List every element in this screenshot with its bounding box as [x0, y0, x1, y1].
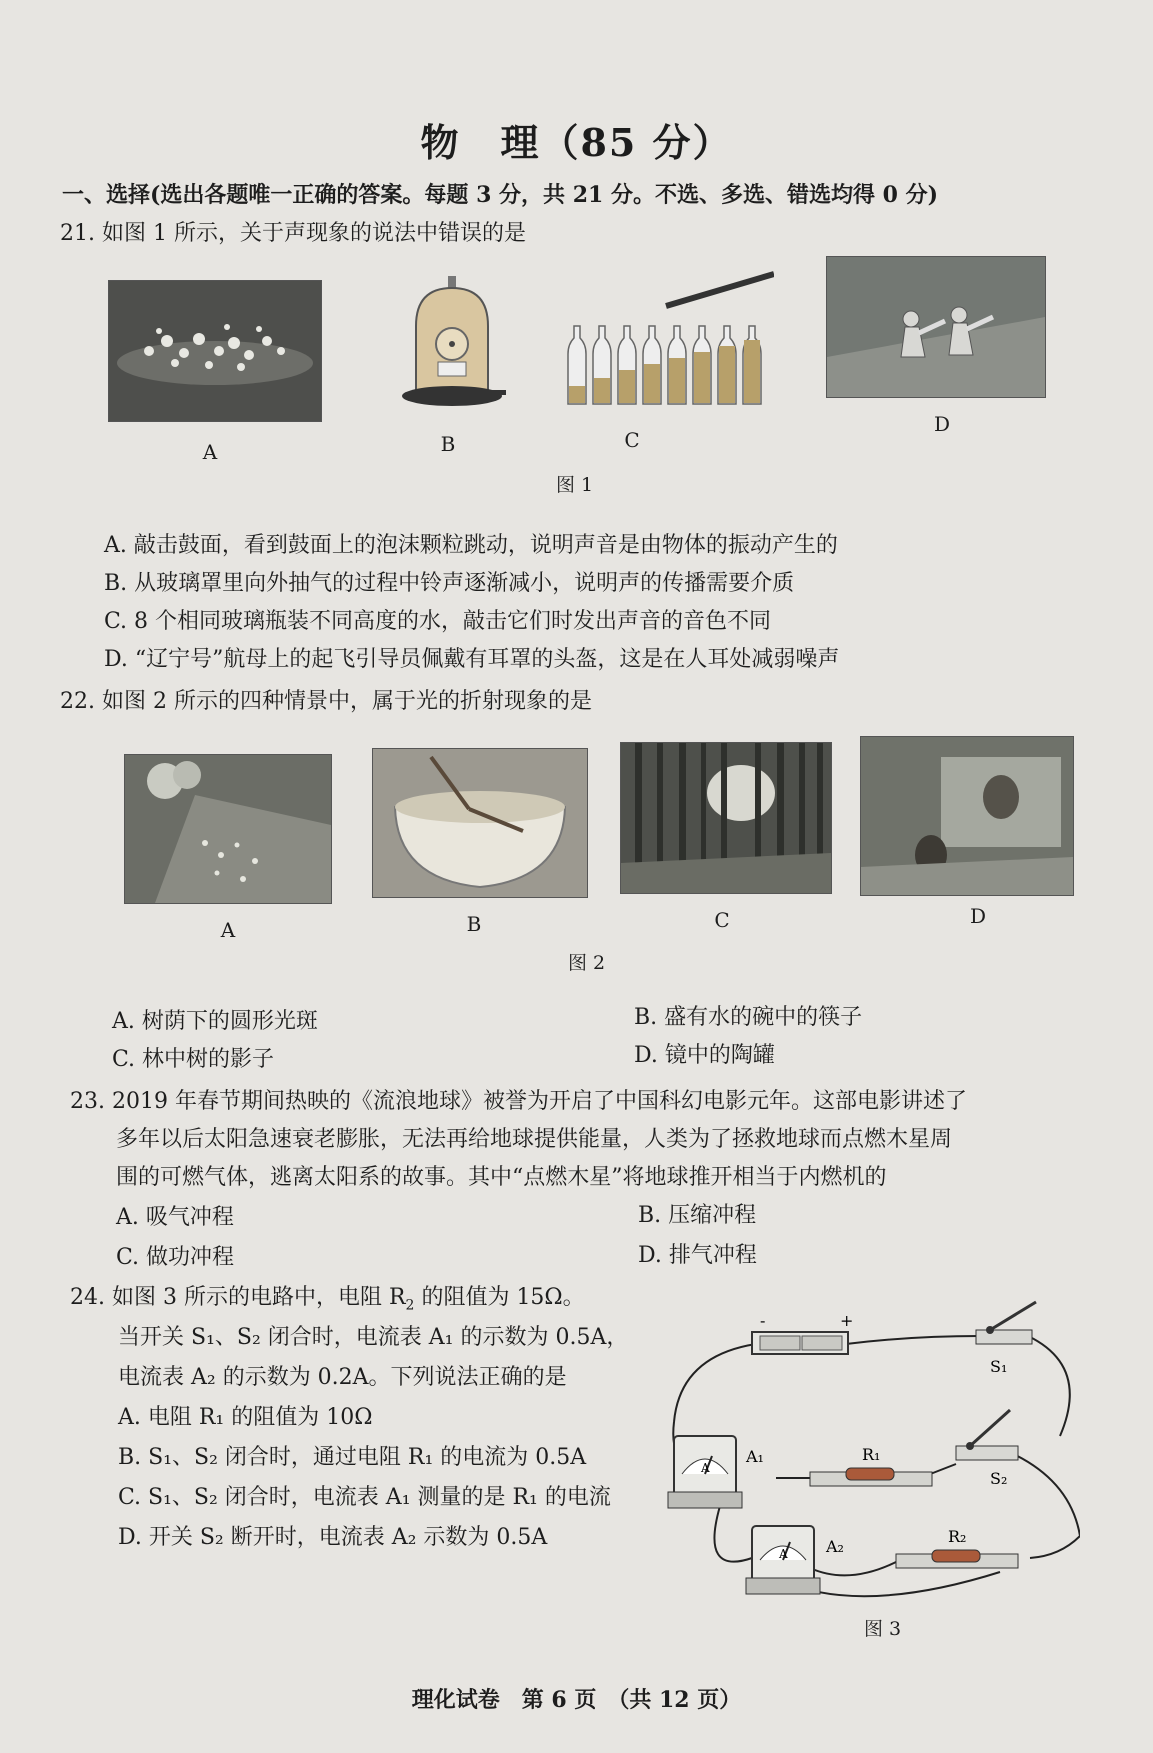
q24-prefix-tail: 的阻值为 15Ω。: [414, 1285, 585, 1310]
deck-crew-icon: [827, 257, 1045, 397]
circuit-diagram: [660, 1296, 1080, 1606]
bell-jar-figure: [398, 274, 506, 410]
forest-shadows-photo: [620, 742, 832, 894]
ammeter-a2-label: A₂: [826, 1537, 844, 1556]
q21-option-a: A. 敲击鼓面，看到鼓面上的泡沫颗粒跳动，说明声音是由物体的振动产生的: [104, 533, 838, 558]
bottles-figure: [562, 268, 774, 408]
q24-prefix-sub: 2: [405, 1297, 415, 1314]
battery-minus-label: -: [760, 1311, 766, 1330]
ammeter-a1-dial-label: A: [701, 1461, 710, 1475]
q21-option-d: D. “辽宁号”航母上的起飞引导员佩戴有耳罩的头盔，这是在人耳处减弱噪声: [104, 647, 840, 672]
q21-option-b: B. 从玻璃罩里向外抽气的过程中铃声逐渐减小，说明声的传播需要介质: [104, 571, 795, 596]
ammeter-a2-dial-label: A: [779, 1547, 788, 1561]
q24-option-b: B. S₁、S₂ 闭合时，通过电阻 R₁ 的电流为 0.5A: [118, 1445, 587, 1470]
q22-option-b: B. 盛有水的碗中的筷子: [634, 1005, 863, 1030]
light-spots-icon: [125, 755, 331, 903]
resistor-r2-label: R₂: [948, 1527, 967, 1546]
q24-option-a: A. 电阻 R₁ 的阻值为 10Ω: [118, 1405, 373, 1430]
q22-option-a: A. 树荫下的圆形光斑: [112, 1009, 318, 1034]
resistor-r1-icon: [810, 1468, 932, 1486]
switch-s2-label: S₂: [990, 1469, 1008, 1488]
q21-option-c: C. 8 个相同玻璃瓶装不同高度的水，敲击它们时发出声音的音色不同: [104, 609, 772, 634]
fig2-label-b: B: [466, 912, 482, 936]
q22-option-d: D. 镜中的陶罐: [634, 1043, 775, 1068]
question-22-stem: 22. 如图 2 所示的四种情景中，属于光的折射现象的是: [60, 689, 592, 714]
drum-foam-icon: [109, 281, 321, 421]
ammeter-a1-label: A₁: [746, 1447, 764, 1466]
fig2-label-a: A: [220, 918, 236, 942]
fig1-label-b: B: [440, 432, 456, 456]
question-24-line2: 当开关 S₁、S₂ 闭合时，电流表 A₁ 的示数为 0.5A，: [118, 1325, 629, 1350]
wire-s1-s2: [1028, 1336, 1070, 1436]
q23-option-b: B. 压缩冲程: [638, 1203, 757, 1228]
battery-icon: [752, 1332, 848, 1354]
question-23-line3: 围的可燃气体，逃离太阳系的故事。其中“点燃木星”将地球推开相当于内燃机的: [116, 1165, 887, 1190]
mirror-jar-icon: [861, 737, 1073, 895]
wire-a2-r2: [810, 1560, 900, 1575]
page-title: 物 理（85 分）: [420, 120, 733, 165]
question-24-line3: 电流表 A₂ 的示数为 0.2A。下列说法正确的是: [118, 1365, 567, 1390]
q23-option-c: C. 做功冲程: [116, 1245, 235, 1270]
fig3-caption: 图 3: [864, 1618, 902, 1640]
fig1-label-a: A: [202, 440, 218, 464]
bowl-chopsticks-photo: [372, 748, 588, 898]
bell-jar-icon: [398, 274, 506, 410]
fig1-label-c: C: [624, 428, 640, 452]
question-23-line1: 23. 2019 年春节期间热映的《流浪地球》被誉为开启了中国科幻电影元年。这部电影讲述了: [70, 1089, 967, 1114]
mirror-jar-photo: [860, 736, 1074, 896]
question-23-line2: 多年以后太阳急速衰老膨胀，无法再给地球提供能量，人类为了拯救地球而点燃木星周: [116, 1127, 953, 1152]
tree-shade-photo: [124, 754, 332, 904]
drum-foam-photo: [108, 280, 322, 422]
resistor-r2-icon: [896, 1550, 1018, 1568]
fig2-caption: 图 2: [568, 952, 606, 974]
wire-s2-r2: [1000, 1448, 1080, 1558]
q22-option-c: C. 林中树的影子: [112, 1047, 275, 1072]
resistor-r1-label: R₁: [862, 1445, 881, 1464]
fig2-label-c: C: [714, 908, 730, 932]
q24-option-d: D. 开关 S₂ 断开时，电流表 A₂ 示数为 0.5A: [118, 1525, 548, 1550]
switch-s1-icon: [976, 1302, 1036, 1344]
section-header: 一、选择(选出各题唯一正确的答案。每题 3 分，共 21 分。不选、多选、错选均得 0 分): [62, 182, 939, 208]
q24-prefix: 24. 如图 3 所示的电路中，电阻 R: [70, 1285, 406, 1310]
q23-option-a: A. 吸气冲程: [116, 1205, 234, 1230]
page-footer: 理化试卷 第 6 页 （共 12 页）: [411, 1687, 742, 1713]
carrier-deck-photo: [826, 256, 1046, 398]
question-21-stem: 21. 如图 1 所示，关于声现象的说法中错误的是: [60, 221, 526, 246]
q23-option-d: D. 排气冲程: [638, 1243, 757, 1268]
circuit-diagram-svg: [660, 1296, 1080, 1606]
fig2-label-d: D: [969, 904, 987, 928]
fig1-caption: 图 1: [556, 474, 594, 496]
question-24-line1: [70, 1280, 585, 1313]
battery-plus-label: +: [840, 1311, 854, 1330]
q24-option-c: C. S₁、S₂ 闭合时，电流表 A₁ 测量的是 R₁ 的电流: [118, 1485, 611, 1510]
fig1-label-d: D: [933, 412, 951, 436]
switch-s2-icon: [956, 1410, 1018, 1460]
switch-s1-label: S₁: [990, 1357, 1008, 1376]
wire-a1-a2: [714, 1506, 752, 1562]
wire-battery-s1: [846, 1336, 980, 1344]
forest-icon: [621, 743, 831, 893]
bowl-icon: [373, 749, 587, 897]
bottles-icon: [562, 268, 774, 408]
